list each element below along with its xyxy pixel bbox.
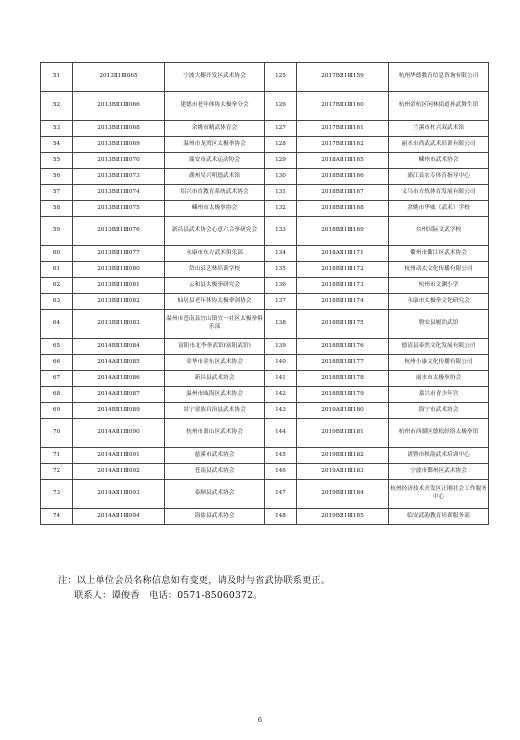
right-seq-cell: 130 (265, 169, 297, 185)
right-code-cell: 2018BⅡ1Ⅲ179 (297, 387, 389, 403)
left-seq-cell: 53 (41, 121, 73, 137)
left-name-cell: 仙居县老年体协太极拳剑协会 (165, 294, 265, 310)
right-code-cell: 2018AⅡ1Ⅲ171 (297, 246, 389, 262)
right-name-cell: 余姚市华威（武术）学校 (389, 201, 489, 217)
left-name-cell: 温州市瓯海区武术协会 (165, 387, 265, 403)
left-name-cell: 金华市金东区武术协会 (165, 355, 265, 371)
right-seq-cell: 140 (265, 355, 297, 371)
left-code-cell: 2014AⅡ1Ⅲ093 (73, 480, 165, 509)
right-seq-cell: 139 (265, 339, 297, 355)
left-seq-cell: 56 (41, 169, 73, 185)
right-name-cell: 永康市太极拳文化研究会 (389, 294, 489, 310)
right-code-cell: 2017BⅡ1Ⅲ159 (297, 63, 389, 92)
right-code-cell: 2018BⅡ1Ⅲ178 (297, 371, 389, 387)
left-code-cell: 2013BⅡ1Ⅲ082 (73, 294, 165, 310)
left-seq-cell: 73 (41, 480, 73, 509)
left-name-cell: 温州市龙湾区太极拳协会 (165, 137, 265, 153)
left-seq-cell: 55 (41, 153, 73, 169)
right-name-cell: 杭州动太文化传播有限公司 (389, 262, 489, 278)
left-name-cell: 新昌县武术协会 (165, 371, 265, 387)
left-seq-cell: 68 (41, 387, 73, 403)
table-row (41, 339, 489, 355)
right-seq-cell: 143 (265, 403, 297, 419)
right-code-cell: 2018BⅡ1Ⅲ167 (297, 185, 389, 201)
right-code-cell: 2019BⅡ1Ⅲ185 (297, 509, 389, 525)
right-code-cell: 2018BⅡ1Ⅲ174 (297, 294, 389, 310)
right-seq-cell: 128 (265, 137, 297, 153)
left-code-cell: 2013BⅡ1Ⅲ083 (73, 310, 165, 339)
right-seq-cell: 126 (265, 92, 297, 121)
right-name-cell: 义乌市方炼体育发展有限公司 (389, 185, 489, 201)
right-name-cell: 磐安县履浩武馆 (389, 310, 489, 339)
right-name-cell: 杭州市文渊小学 (389, 278, 489, 294)
right-seq-cell: 129 (265, 153, 297, 169)
left-seq-cell: 66 (41, 355, 73, 371)
left-code-cell: 2014AⅡ1Ⅲ090 (73, 419, 165, 448)
left-name-cell: 景宁畲族自治县武术协会 (165, 403, 265, 419)
table-row (41, 262, 489, 278)
left-name-cell: 建德市老年体协太极拳分会 (165, 92, 265, 121)
right-seq-cell: 137 (265, 294, 297, 310)
right-seq-cell: 125 (265, 63, 297, 92)
table-row (41, 480, 489, 509)
page-number: 6 (257, 716, 263, 724)
table-row (41, 419, 489, 448)
right-seq-cell: 132 (265, 201, 297, 217)
table-row (41, 153, 489, 169)
left-name-cell: 富阳市北李拳武馆(富阳武馆) (165, 339, 265, 355)
table-row (41, 137, 489, 153)
left-seq-cell: 59 (41, 217, 73, 246)
right-seq-cell: 145 (265, 448, 297, 464)
table-row (41, 278, 489, 294)
left-name-cell: 永康市东方武术俱乐部 (165, 246, 265, 262)
left-code-cell: 2013BⅡ1Ⅲ080 (73, 262, 165, 278)
right-name-cell: 海宁市武术协会 (389, 403, 489, 419)
table-row (41, 294, 489, 310)
member-table (40, 62, 489, 525)
left-code-cell: 2014AⅡ1Ⅲ087 (73, 387, 165, 403)
right-code-cell: 2019AⅡ1Ⅲ183 (297, 464, 389, 480)
table-row (41, 509, 489, 525)
left-code-cell: 2014BⅡ1Ⅲ084 (73, 339, 165, 355)
table-row (41, 355, 489, 371)
left-seq-cell: 61 (41, 262, 73, 278)
left-seq-cell: 51 (41, 63, 73, 92)
left-name-cell: 余姚市精武体育会 (165, 121, 265, 137)
left-name-cell: 绍兴市直教育系统武术协会 (165, 185, 265, 201)
table-row (41, 403, 489, 419)
right-seq-cell: 135 (265, 262, 297, 278)
left-code-cell: 2014AⅡ1Ⅲ091 (73, 448, 165, 464)
left-seq-cell: 67 (41, 371, 73, 387)
left-name-cell: 宁波大榭开发区武术协会 (165, 63, 265, 92)
right-seq-cell: 133 (265, 217, 297, 246)
left-code-cell: 2014AⅡ1Ⅲ086 (73, 371, 165, 387)
right-name-cell: 衢州市衢江区武术协会 (389, 246, 489, 262)
table-row (41, 448, 489, 464)
left-code-cell: 2014AⅡ1Ⅲ094 (73, 509, 165, 525)
left-seq-cell: 64 (41, 310, 73, 339)
right-code-cell: 2019BⅡ1Ⅲ181 (297, 419, 389, 448)
right-code-cell: 2017BⅡ1Ⅲ160 (297, 92, 389, 121)
left-name-cell: 瑞安市武术运动协会 (165, 153, 265, 169)
right-name-cell: 台州国际文武学校 (389, 217, 489, 246)
left-code-cell: 2013Ⅱ1Ⅲ065 (73, 63, 165, 92)
table-row (41, 246, 489, 262)
right-code-cell: 2018BⅡ1Ⅲ177 (297, 355, 389, 371)
left-seq-cell: 58 (41, 201, 73, 217)
table-row (41, 185, 489, 201)
left-name-cell: 湖州吴兴明德武术馆 (165, 169, 265, 185)
table-row (41, 464, 489, 480)
left-name-cell: 泰顺县武术协会 (165, 480, 265, 509)
table-row (41, 217, 489, 246)
right-name-cell: 杭州经济技术开发区正刚社会工作服务中心 (389, 480, 489, 509)
right-seq-cell: 134 (265, 246, 297, 262)
right-code-cell: 2018BⅡ1Ⅲ172 (297, 262, 389, 278)
right-code-cell: 2017BⅡ1Ⅲ161 (297, 121, 389, 137)
left-code-cell: 2013BⅡ1Ⅲ069 (73, 137, 165, 153)
table-row (41, 63, 489, 92)
left-seq-cell: 72 (41, 464, 73, 480)
left-code-cell: 2013BⅡ1Ⅲ070 (73, 153, 165, 169)
right-code-cell: 2018BⅡ1Ⅲ168 (297, 201, 389, 217)
left-seq-cell: 60 (41, 246, 73, 262)
right-name-cell: 临安武韵教育培训服务部 (389, 509, 489, 525)
table-row (41, 201, 489, 217)
right-seq-cell: 136 (265, 278, 297, 294)
right-name-cell: 杭州华德教育信息咨询有限公司 (389, 63, 489, 92)
right-code-cell: 2019BⅡ1Ⅲ182 (297, 448, 389, 464)
left-seq-cell: 69 (41, 403, 73, 419)
left-name-cell: 云和县太极拳研究会 (165, 278, 265, 294)
left-code-cell: 2014AⅡ1Ⅲ085 (73, 355, 165, 371)
table-row (41, 121, 489, 137)
left-code-cell: 2013BⅡ1Ⅲ073 (73, 169, 165, 185)
left-seq-cell: 62 (41, 278, 73, 294)
left-name-cell: 新昌县武术协会心意六合拳研究会 (165, 217, 265, 246)
right-seq-cell: 138 (265, 310, 297, 339)
right-code-cell: 2018BⅡ1Ⅲ169 (297, 217, 389, 246)
table-row (41, 169, 489, 185)
left-seq-cell: 57 (41, 185, 73, 201)
right-seq-cell: 147 (265, 480, 297, 509)
left-seq-cell: 74 (41, 509, 73, 525)
right-code-cell: 2019BⅡ1Ⅲ184 (297, 480, 389, 509)
left-code-cell: 2013BⅡ1Ⅲ066 (73, 92, 165, 121)
table-row (41, 92, 489, 121)
left-code-cell: 2013BⅡ1Ⅲ068 (73, 121, 165, 137)
left-seq-cell: 54 (41, 137, 73, 153)
right-name-cell: 杭州小康文化传播有限公司 (389, 355, 489, 371)
left-code-cell: 2014AⅡ1Ⅲ092 (73, 464, 165, 480)
right-code-cell: 2018BⅡ1Ⅲ176 (297, 339, 389, 355)
right-name-cell: 杭州余杭区闲林街道孙武舞生馆 (389, 92, 489, 121)
right-name-cell: 丽水市太极拳协会 (389, 371, 489, 387)
left-name-cell: 杭州市萧山区武术协会 (165, 419, 265, 448)
right-name-cell: 德清县泰然文化发展有限公司 (389, 339, 489, 355)
right-code-cell: 2018BⅡ1Ⅲ173 (297, 278, 389, 294)
table-row (41, 387, 489, 403)
right-name-cell: 浦江县农专体育指导中心 (389, 169, 489, 185)
right-seq-cell: 148 (265, 509, 297, 525)
left-name-cell: 海盐县武术协会 (165, 509, 265, 525)
left-seq-cell: 52 (41, 92, 73, 121)
left-name-cell: 嵊州市太极拳协会 (165, 201, 265, 217)
left-seq-cell: 63 (41, 294, 73, 310)
left-seq-cell: 71 (41, 448, 73, 464)
right-code-cell: 2018AⅡ1Ⅲ165 (297, 153, 389, 169)
left-name-cell: 温州市苍南县宜山镇宜一社区太极拳俱乐部 (165, 310, 265, 339)
right-seq-cell: 144 (265, 419, 297, 448)
right-name-cell: 丽水市尚武武术培训有限公司 (389, 137, 489, 153)
table-row (41, 310, 489, 339)
right-seq-cell: 131 (265, 185, 297, 201)
right-name-cell: 宁波市鄞州区武术协会 (389, 464, 489, 480)
left-code-cell: 2013BⅡ1Ⅲ074 (73, 185, 165, 201)
left-code-cell: 2013BⅡ1Ⅲ077 (73, 246, 165, 262)
right-code-cell: 2018BⅡ1Ⅲ175 (297, 310, 389, 339)
right-code-cell: 2019AⅡ1Ⅲ180 (297, 403, 389, 419)
right-seq-cell: 146 (265, 464, 297, 480)
right-name-cell: 嘉兴市青少年宫 (389, 387, 489, 403)
right-name-cell: 嵊州市武术协会 (389, 153, 489, 169)
right-seq-cell: 141 (265, 371, 297, 387)
footer-contact: 联系人：谭俊香 电话：0571-85060372。 (74, 590, 263, 601)
left-code-cell: 2013BⅡ1Ⅲ081 (73, 278, 165, 294)
right-code-cell: 2018BⅡ1Ⅲ166 (297, 169, 389, 185)
right-name-cell: 诸暨市秋韵武术培训中心 (389, 448, 489, 464)
left-name-cell: 苍南县武术协会 (165, 464, 265, 480)
left-code-cell: 2014BⅡ1Ⅲ089 (73, 403, 165, 419)
left-code-cell: 2013BⅡ1Ⅲ075 (73, 201, 165, 217)
left-name-cell: 慈溪市武术协会 (165, 448, 265, 464)
left-name-cell: 岱山县艺林培训学校 (165, 262, 265, 278)
left-seq-cell: 70 (41, 419, 73, 448)
footer-note: 注：以上单位会员名称信息如有变更，请及时与省武协联系更正。 (58, 575, 331, 586)
left-code-cell: 2013BⅡ1Ⅲ076 (73, 217, 165, 246)
right-code-cell: 2017BⅡ1Ⅲ162 (297, 137, 389, 153)
right-name-cell: 兰溪市杜兴双武术馆 (389, 121, 489, 137)
table-row (41, 371, 489, 387)
right-seq-cell: 127 (265, 121, 297, 137)
left-seq-cell: 65 (41, 339, 73, 355)
right-name-cell: 杭州市西湖区德松经络太极拳馆 (389, 419, 489, 448)
right-seq-cell: 142 (265, 387, 297, 403)
